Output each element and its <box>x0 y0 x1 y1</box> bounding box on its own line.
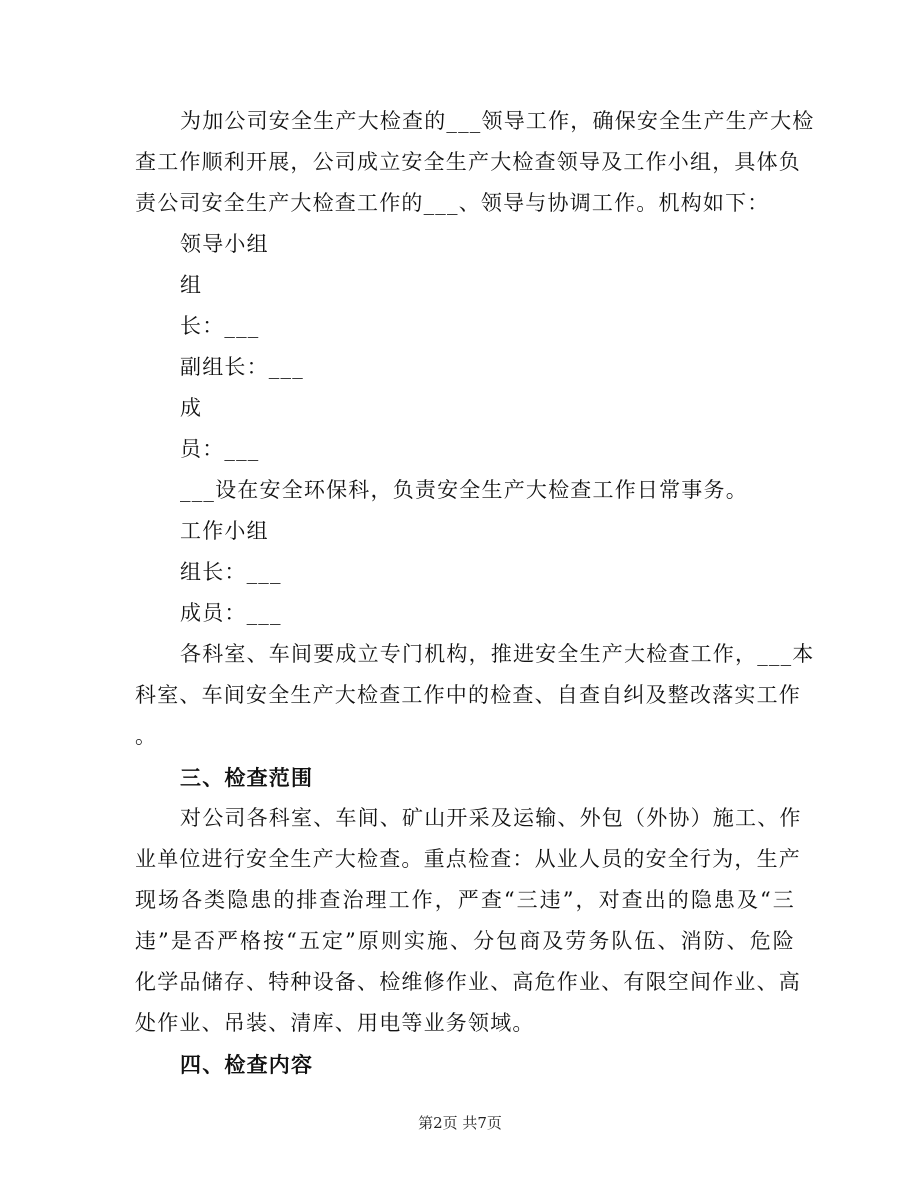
text-line: 长：___ <box>180 314 260 338</box>
text-line: 化学品储存、特种设备、检维修作业、高危作业、有限空间作业、高 <box>135 970 801 994</box>
text-line: 员：___ <box>180 437 260 461</box>
document-body <box>135 101 815 1085</box>
section-heading: 三、检查范围 <box>180 765 314 790</box>
text-line: 查工作顺利开展，公司成立安全生产大检查领导及工作小组，具体负 <box>135 150 801 174</box>
text-line: 责公司安全生产大检查工作的___、领导与协调工作。机构如下： <box>135 191 770 215</box>
text-line: 科室、车间安全生产大检查工作中的检查、自查自纠及整改落实工作 <box>135 683 801 707</box>
text-line: 成员：___ <box>180 601 282 625</box>
text-line: 为加公司安全生产大检查的___领导工作，确保安全生产生产大检 <box>180 109 815 133</box>
text-line: 违”是否严格按“五定”原则实施、分包商及劳务队伍、消防、危险 <box>135 929 795 953</box>
text-line: 各科室、车间要成立专门机构，推进安全生产大检查工作，___本 <box>180 642 815 666</box>
text-line: 副组长：___ <box>180 355 304 379</box>
text-line: ___设在安全环保科，负责安全生产大检查工作日常事务。 <box>180 478 748 502</box>
text-line: 成 <box>180 396 203 420</box>
text-line: 对公司各科室、车间、矿山开采及运输、外包（外协）施工、作 <box>180 806 802 830</box>
text-line: 工作小组 <box>180 519 269 543</box>
text-line: 领导小组 <box>180 232 269 256</box>
text-line: 组长：___ <box>180 560 282 584</box>
text-line: 处作业、吊装、清库、用电等业务领域。 <box>135 1011 535 1035</box>
text-line: 组 <box>180 273 203 297</box>
text-line: 。 <box>135 724 158 748</box>
text-line: 现场各类隐患的排查治理工作，严查“三违”，对查出的隐患及“三 <box>135 888 795 912</box>
text-line: 业单位进行安全生产大检查。重点检查：从业人员的安全行为，生产 <box>135 847 801 871</box>
section-heading: 四、检查内容 <box>180 1052 314 1077</box>
page-footer: 第2页 共7页 <box>418 1114 502 1132</box>
